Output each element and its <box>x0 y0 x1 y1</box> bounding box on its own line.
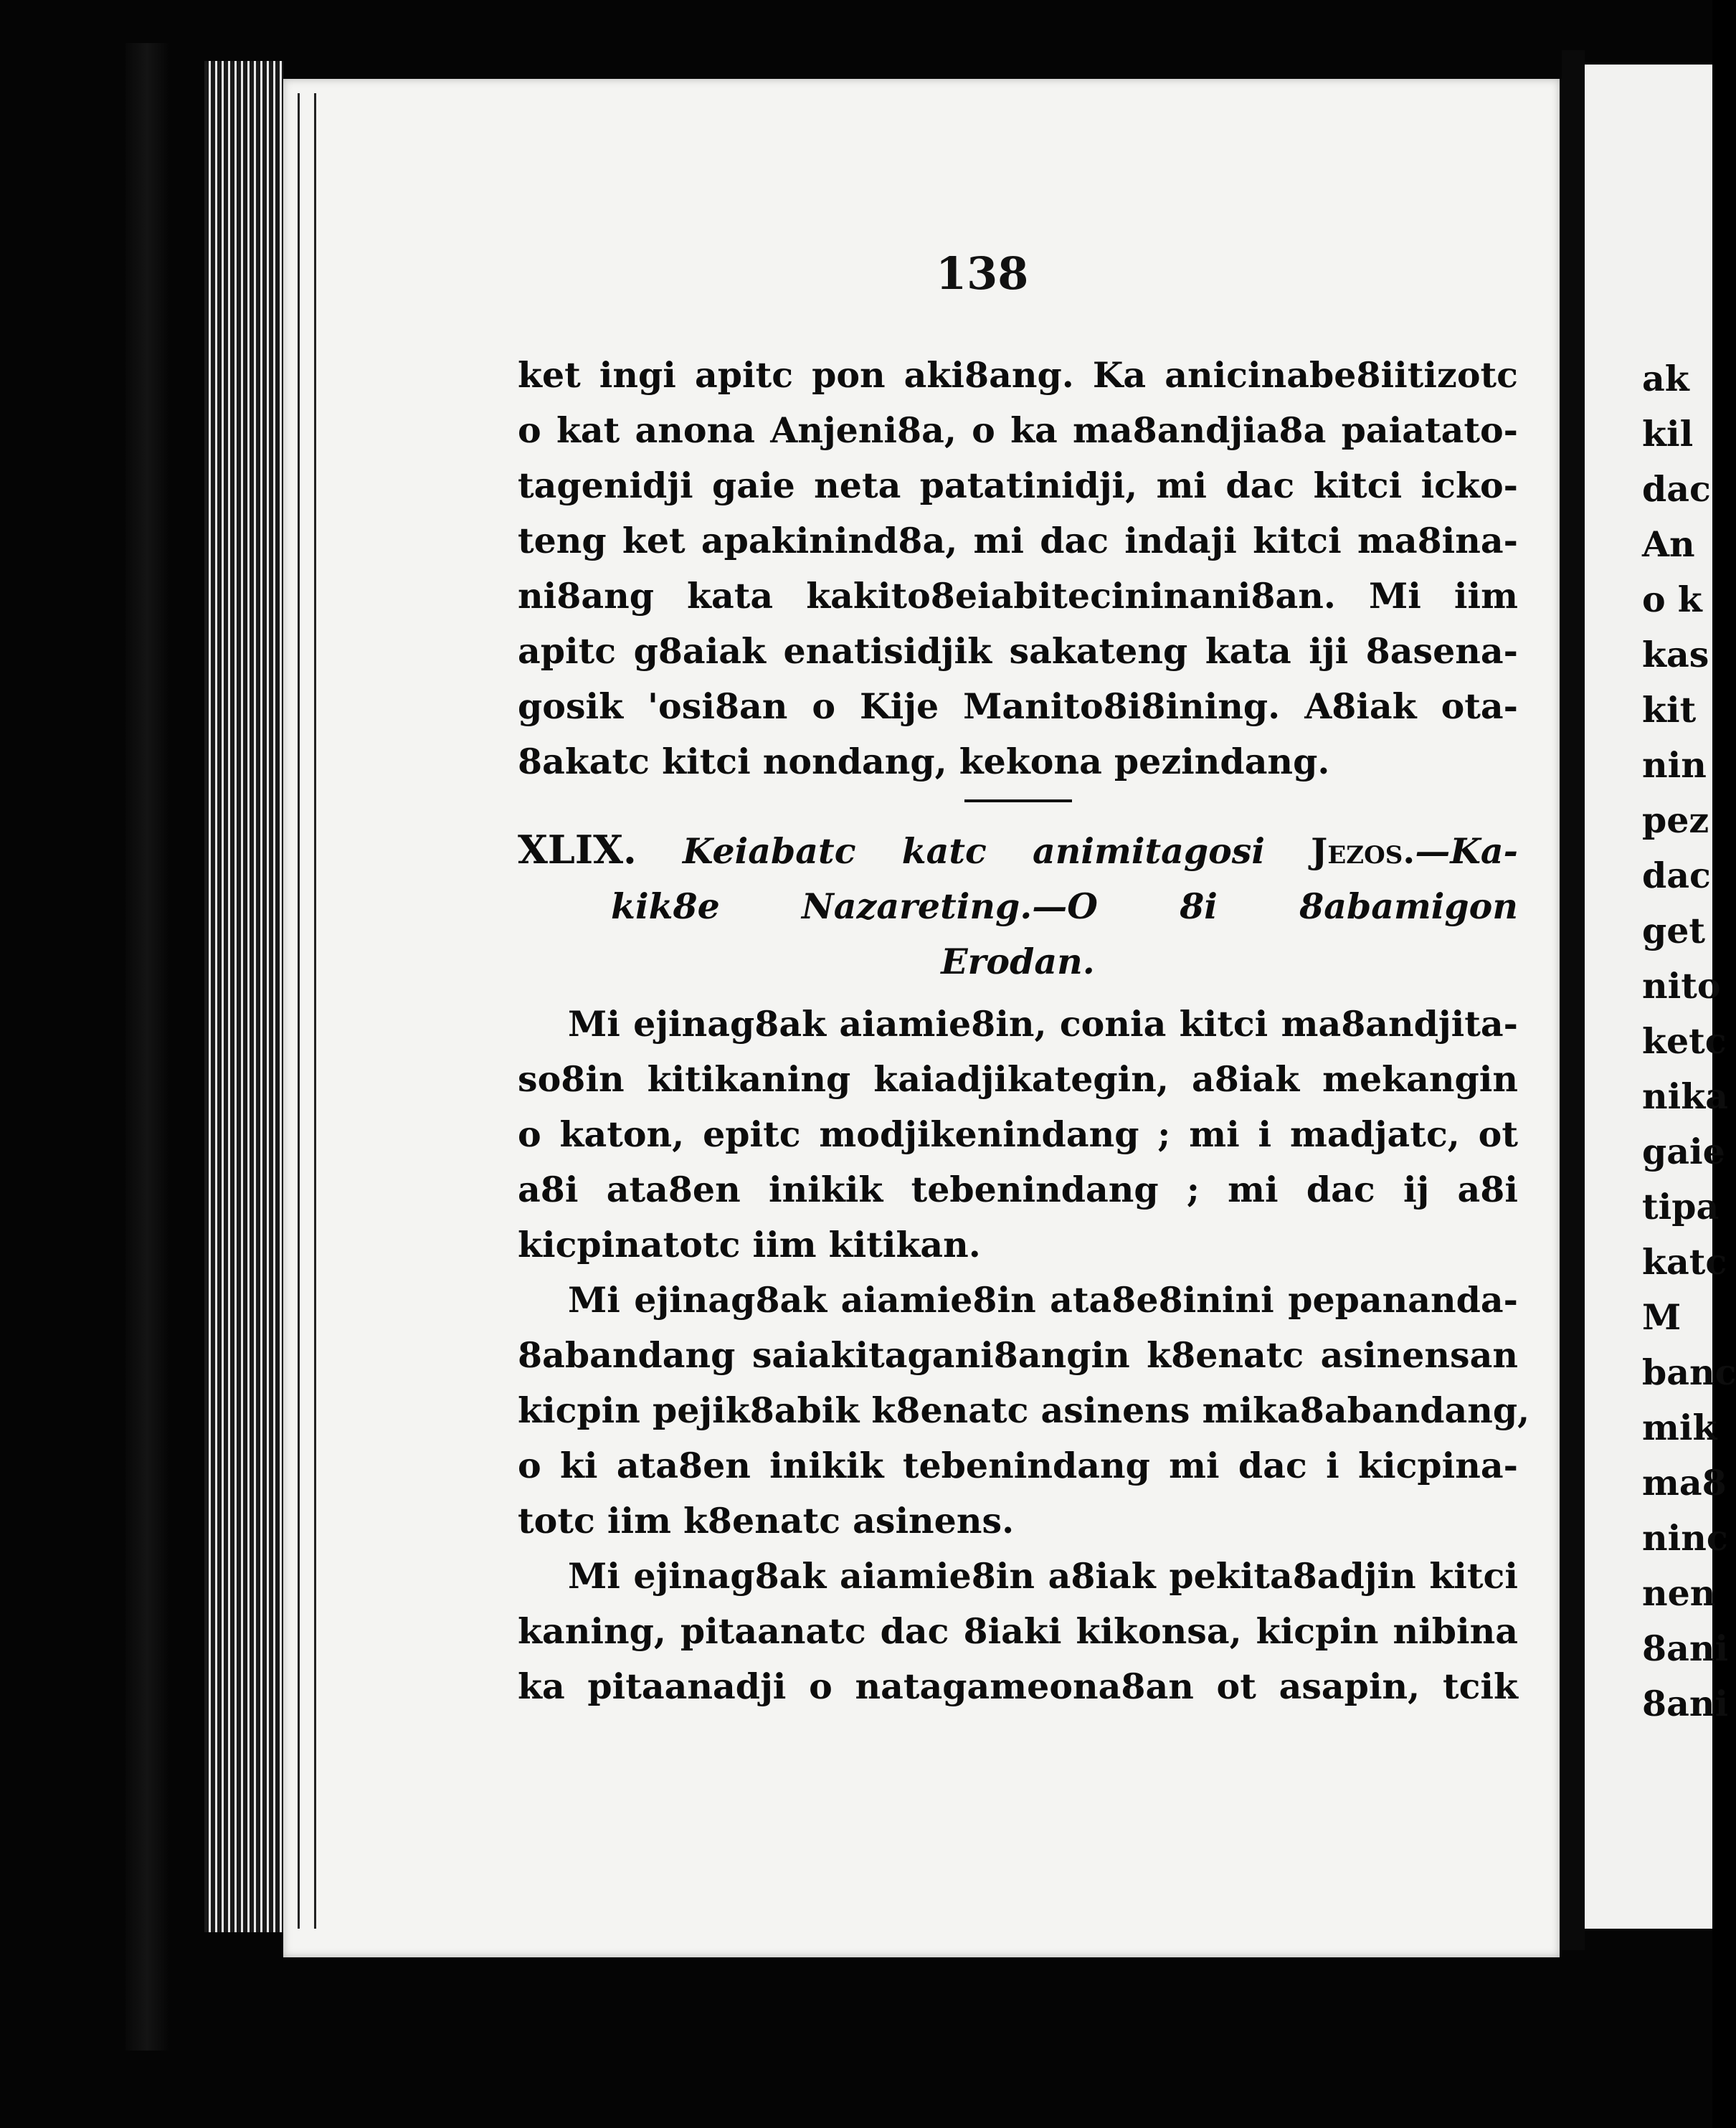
facing-text-fragment: An <box>1642 523 1695 565</box>
text-line: o ki ata8en inikik tebenindang mi dac i kicpina- <box>518 1445 1518 1486</box>
facing-text-fragment: 8ani <box>1642 1628 1729 1669</box>
facing-text-fragment: tipa <box>1642 1186 1720 1227</box>
text-line: a8i ata8en inikik tebenindang ; mi dac ij a8i <box>518 1169 1518 1210</box>
page-body-text <box>518 348 1530 1714</box>
text-line: 8akatc kitci nondang, kekona pezindang. <box>518 741 1330 782</box>
text-line: totc iim k8enatc asinens. <box>518 1500 1015 1542</box>
facing-text-fragment: kas <box>1642 634 1709 675</box>
book-binding-edge <box>125 43 169 2051</box>
facing-text-fragment: 8ani <box>1642 1683 1729 1724</box>
text-line: so8in kitikaning kaiadjikategin, a8iak mekangin <box>518 1058 1518 1100</box>
facing-text-fragment: dac <box>1642 468 1711 510</box>
section-heading <box>518 822 1518 989</box>
text-line: o kat anona Anjeni8a, o ka ma8andjia8a paiatato- <box>518 409 1518 451</box>
section-title-line3: Erodan. <box>941 941 1095 982</box>
opening-paragraph <box>518 348 1518 789</box>
text-line: kicpin pejik8abik k8enatc asinens mika8abandang, <box>518 1390 1530 1431</box>
facing-text-fragment: ninc <box>1642 1517 1728 1559</box>
facing-text-fragment: nen <box>1642 1572 1716 1614</box>
section-title-line2: kik8e Nazareting.—O 8i 8abamigon <box>611 885 1518 927</box>
text-line: Mi ejinag8ak aiamie8in ata8e8inini pepananda- <box>568 1279 1518 1321</box>
section-title-part1: Keiabatc katc animitagosi <box>683 830 1265 872</box>
facing-text-fragment: kil <box>1642 413 1694 455</box>
text-line: gosik 'osi8an o Kije Manito8i8ining. A8iak ota- <box>518 685 1518 727</box>
facing-text-fragment: get <box>1642 910 1706 951</box>
text-line: Mi ejinag8ak aiamie8in, conia kitci ma8andjita- <box>568 1003 1518 1045</box>
text-line: ka pitaanadji o natagameona8an ot asapin, tcik <box>518 1666 1518 1707</box>
section-title-name: Jezos. <box>1311 830 1415 872</box>
facing-text-fragment: ma8 <box>1642 1462 1727 1504</box>
facing-text-fragment: M <box>1642 1296 1682 1338</box>
text-line: kaning, pitaanatc dac 8iaki kikonsa, kicpin nibina <box>518 1610 1518 1652</box>
facing-text-fragment: banc <box>1642 1352 1736 1393</box>
facing-text-fragment: o k <box>1642 579 1702 620</box>
facing-text-fragment: katc <box>1642 1241 1727 1283</box>
text-line: apitc g8aiak enatisidjik sakateng kata iji 8asena- <box>518 630 1518 672</box>
facing-text-fragment: pez <box>1642 799 1709 841</box>
text-line: tagenidji gaie neta patatinidji, mi dac kitci icko- <box>518 465 1518 506</box>
facing-text-fragment: gaie <box>1642 1131 1725 1172</box>
facing-text-fragment: ketc <box>1642 1020 1727 1062</box>
facing-text-fragment: kit <box>1642 689 1697 731</box>
facing-page-text <box>1642 351 1736 1732</box>
facing-text-fragment: ak <box>1642 358 1689 399</box>
page-number: 138 <box>936 247 1029 300</box>
section-title-part2: —Ka- <box>1415 830 1519 872</box>
facing-text-fragment: mik <box>1642 1407 1717 1448</box>
paragraph <box>518 1273 1530 1549</box>
paragraph <box>518 1549 1518 1714</box>
text-line: 8abandang saiakitagani8angin k8enatc asinensan <box>518 1334 1518 1376</box>
text-line: kicpinatotc iim kitikan. <box>518 1224 981 1265</box>
paragraph <box>518 997 1518 1273</box>
section-divider-rule <box>964 799 1072 802</box>
facing-text-fragment: nin <box>1642 744 1707 786</box>
section-number: XLIX. <box>518 827 637 873</box>
text-line: teng ket apakinind8a, mi dac indaji kitci ma8ina- <box>518 520 1518 561</box>
text-line: Mi ejinag8ak aiamie8in a8iak pekita8adjin kitci <box>568 1555 1518 1597</box>
text-line: ket ingi apitc pon aki8ang. Ka anicinabe8iitizotc <box>518 354 1518 396</box>
text-line: o katon, epitc modjikenindang ; mi i madjatc, ot <box>518 1113 1518 1155</box>
facing-text-fragment: dac <box>1642 855 1711 896</box>
page-block-edges <box>204 61 283 1932</box>
body-paragraphs <box>518 997 1530 1714</box>
text-line: ni8ang kata kakito8eiabitecininani8an. Mi iim <box>518 575 1518 617</box>
gutter-shadow <box>1562 50 1585 1950</box>
facing-text-fragment: nika <box>1642 1075 1728 1117</box>
facing-text-fragment: nito <box>1642 965 1721 1007</box>
